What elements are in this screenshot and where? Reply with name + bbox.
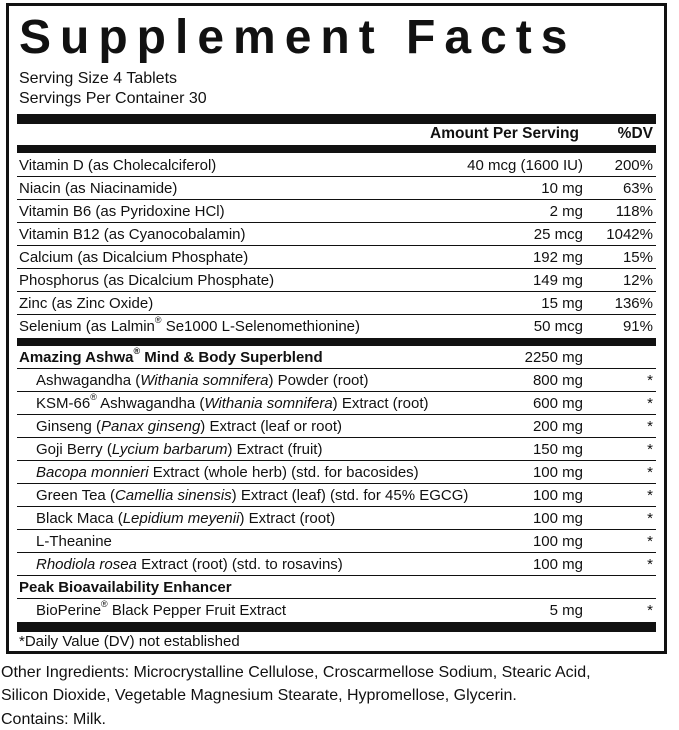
nutrient-dv: 136% [614, 295, 653, 312]
nutrient-name: Phosphorus (as Dicalcium Phosphate) [19, 272, 275, 289]
ingredient-name: L-Theanine [36, 533, 112, 550]
ingredient-dv: * [647, 602, 653, 619]
nutrient-dv: 91% [622, 318, 653, 335]
nutrient-name: Niacin (as Niacinamide) [19, 180, 178, 197]
blend-item-row [17, 530, 656, 553]
ingredient-dv: * [647, 533, 653, 550]
nutrient-amount: 50 mcg [533, 318, 583, 335]
blend-item-row [17, 461, 656, 484]
ingredient-amount: 100 mg [532, 464, 583, 481]
header-divider [17, 145, 656, 153]
ingredient-amount: 150 mg [532, 441, 583, 458]
registered-mark: ® [154, 315, 162, 325]
nutrient-amount: 25 mcg [533, 226, 583, 243]
nutrient-row [17, 315, 656, 338]
ingredient-amount: 800 mg [532, 372, 583, 389]
ingredient-name: KSM-66® Ashwagandha (Withania somnifera) Extract (root) [36, 392, 429, 412]
nutrient-name: Vitamin D (as Cholecalciferol) [19, 157, 217, 174]
enhancer-item-row [17, 599, 656, 622]
allergen-statement: Contains: Milk. [1, 711, 106, 728]
enhancer-name: Peak Bioavailability Enhancer [19, 579, 232, 596]
amount-per-serving-header: Amount Per Serving [430, 125, 579, 142]
blend-header-row [17, 346, 656, 369]
ingredient-amount: 100 mg [532, 556, 583, 573]
ingredient-dv: * [647, 510, 653, 527]
nutrient-dv: 118% [615, 203, 653, 220]
nutrient-dv: 15% [622, 249, 653, 266]
other-ingredients-line-2: Silicon Dioxide, Vegetable Magnesium Stearate, Hypromellose, Glycerin. [1, 687, 517, 704]
ingredient-amount: 200 mg [532, 418, 583, 435]
ingredient-name: Black Maca (Lepidium meyenii) Extract (root) [36, 510, 336, 527]
ingredient-dv: * [647, 418, 653, 435]
section-divider [17, 338, 656, 346]
nutrient-amount: 10 mg [541, 180, 583, 197]
bottom-thick-divider [17, 622, 656, 632]
nutrient-row [17, 246, 656, 269]
footnote: *Daily Value (DV) not established [19, 633, 240, 650]
ingredient-dv: * [647, 556, 653, 573]
nutrient-row [17, 269, 656, 292]
panel-title: Supplement Facts [19, 11, 577, 64]
ingredient-amount: 100 mg [532, 510, 583, 527]
ingredient-amount: 100 mg [532, 487, 583, 504]
nutrient-row [17, 154, 656, 177]
blend-item-row [17, 415, 656, 438]
blend-item-row [17, 507, 656, 530]
nutrient-amount: 40 mcg (1600 IU) [467, 157, 583, 174]
enhancer-header-row [17, 576, 656, 599]
ingredient-dv: * [647, 487, 653, 504]
nutrient-amount: 149 mg [532, 272, 583, 289]
ingredient-amount: 5 mg [549, 602, 583, 619]
ingredient-dv: * [647, 464, 653, 481]
blend-item-row [17, 392, 656, 415]
nutrient-name: Vitamin B6 (as Pyridoxine HCl) [19, 203, 225, 220]
servings-per-container: Servings Per Container 30 [19, 90, 207, 107]
nutrient-amount: 15 mg [541, 295, 583, 312]
ingredient-name: Ginseng (Panax ginseng) Extract (leaf or root) [36, 418, 342, 435]
supplement-facts-panel [6, 3, 667, 654]
ingredient-name: Rhodiola rosea Extract (root) (std. to rosavins) [36, 556, 343, 573]
nutrient-name: Selenium (as Lalmin® Se1000 L-Selenomethionine) [19, 315, 361, 335]
blend-name: Amazing Ashwa® Mind & Body Superblend [19, 346, 323, 366]
nutrient-dv: 200% [614, 157, 653, 174]
ingredient-name: Green Tea (Camellia sinensis) Extract (leaf) (std. for 45% EGCG) [36, 487, 469, 504]
ingredient-name: Bacopa monnieri Extract (whole herb) (std. for bacosides) [36, 464, 419, 481]
ingredient-name: BioPerine® Black Pepper Fruit Extract [36, 599, 287, 619]
nutrient-row [17, 177, 656, 200]
nutrient-amount: 192 mg [532, 249, 583, 266]
nutrient-name: Zinc (as Zinc Oxide) [19, 295, 154, 312]
nutrient-dv: 12% [622, 272, 653, 289]
nutrient-dv: 1042% [606, 226, 653, 243]
serving-size: Serving Size 4 Tablets [19, 70, 178, 87]
blend-item-row [17, 553, 656, 576]
nutrient-row [17, 292, 656, 315]
nutrient-name: Calcium (as Dicalcium Phosphate) [19, 249, 249, 266]
ingredient-dv: * [647, 395, 653, 412]
blend-item-row [17, 369, 656, 392]
ingredient-name: Ashwagandha (Withania somnifera) Powder (root) [36, 372, 369, 389]
ingredient-name: Goji Berry (Lycium barbarum) Extract (fruit) [36, 441, 323, 458]
dv-header: %DV [617, 125, 653, 142]
nutrient-row [17, 223, 656, 246]
ingredient-dv: * [647, 441, 653, 458]
nutrient-dv: 63% [622, 180, 653, 197]
other-ingredients-line-1: Other Ingredients: Microcrystalline Cellulose, Croscarmellose Sodium, Stearic Acid, [1, 664, 591, 681]
blend-item-row [17, 438, 656, 461]
blend-amount: 2250 mg [524, 349, 583, 366]
ingredient-amount: 100 mg [532, 533, 583, 550]
nutrient-amount: 2 mg [549, 203, 583, 220]
nutrient-row [17, 200, 656, 223]
blend-item-row [17, 484, 656, 507]
ingredient-amount: 600 mg [532, 395, 583, 412]
nutrient-name: Vitamin B12 (as Cyanocobalamin) [19, 226, 246, 243]
ingredient-dv: * [647, 372, 653, 389]
